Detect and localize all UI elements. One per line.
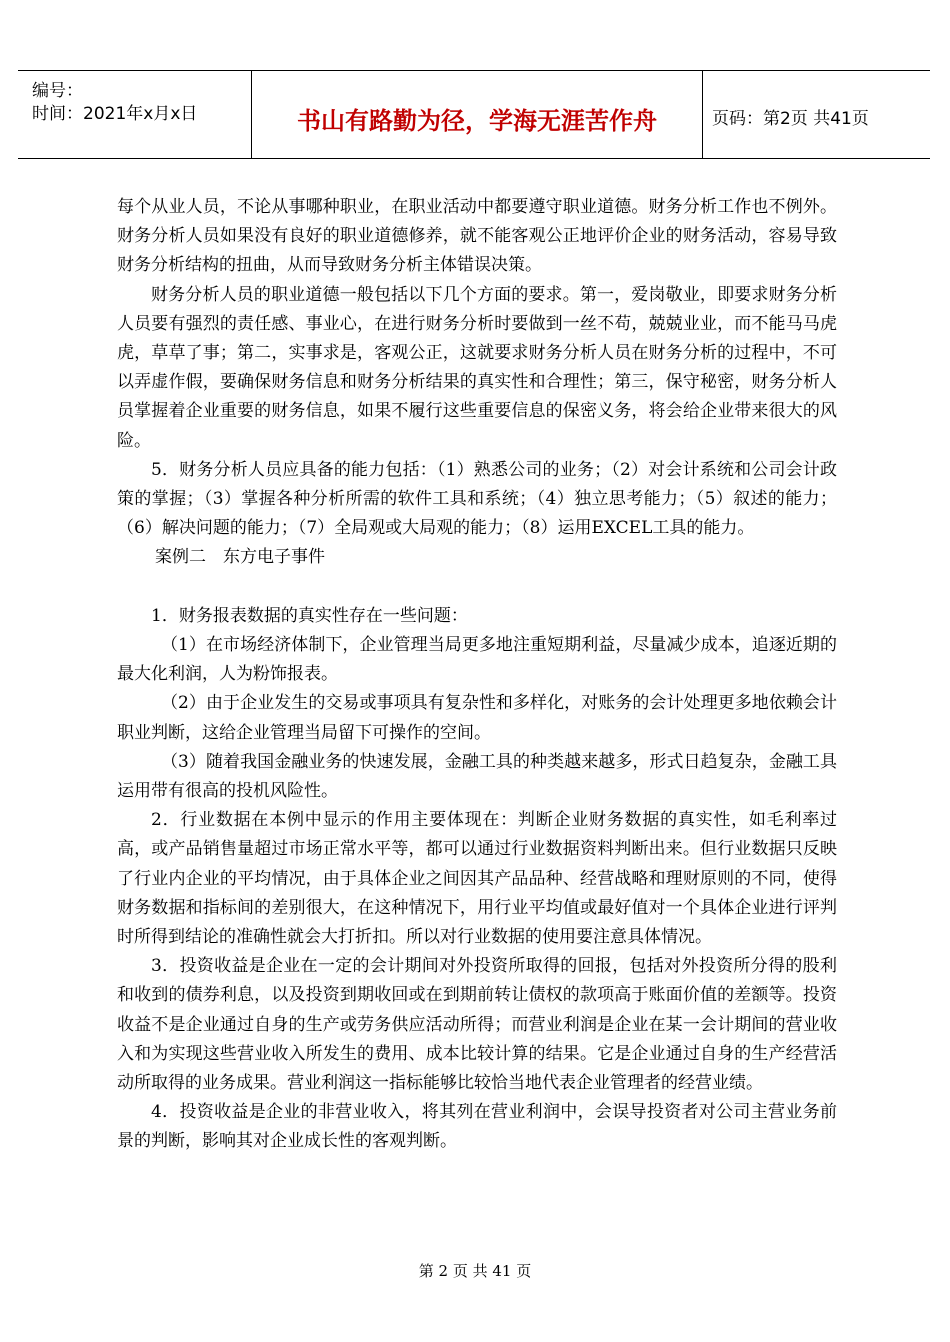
paragraph: 3．投资收益是企业在一定的会计期间对外投资所取得的回报，包括对外投资所分得的股利和收到的债券利息，以及投资到期收回或在到期前转让债权的款项高于账面价值的差额等。投资收益不是企业通过自身的生产或劳务供应活动所得；而营业利润是企业在某一会计期间的营业收入和为实现这些营业收入所发生的费用、成本比较计算的结果。它是企业通过自身的生产经营活动所取得的业务成果。营业利润这一指标能够比较恰当地代表企业管理者的经营业绩。: [117, 956, 837, 1094]
paragraph: 1．财务报表数据的真实性存在一些问题：: [151, 605, 468, 626]
header-meta-cell: [18, 71, 251, 158]
document-body: [117, 193, 837, 1157]
date-label: 时间：2021年x月x日: [32, 104, 198, 124]
paragraph: 2．行业数据在本例中显示的作用主要体现在：判断企业财务数据的真实性，如毛利率过高，或产品销售量超过市场正常水平等，都可以通过行业数据资料判断出来。但行业数据只反映了行业内企业的平均情况，由于具体企业之间因其产品品种、经营战略和理财原则的不同，使得财务数据和指标间的差别很大，在这种情况下，用行业平均值或最好值对一个具体企业进行评判时所得到结论的准确性就会大打折扣。所以对行业数据的使用要注意具体情况。: [117, 810, 837, 948]
paragraph: 4．投资收益是企业的非营业收入，将其列在营业利润中，会误导投资者对公司主营业务前景的判断，影响其对企业成长性的客观判断。: [117, 1102, 837, 1152]
section-heading: 案例二 东方电子事件: [155, 547, 325, 568]
paragraph: 每个从业人员，不论从事哪种职业，在职业活动中都要遵守职业道德。财务分析工作也不例外。财务分析人员如果没有良好的职业道德修养，就不能客观公正地评价企业的财务活动，容易导致财务分析结构的扭曲，从而导致财务分析主体错误决策。: [117, 197, 837, 276]
paragraph: （3）随着我国金融业务的快速发展，金融工具的种类越来越多，形式日趋复杂，金融工具运用带有很高的投机风险性。: [117, 751, 837, 802]
paragraph: （2）由于企业发生的交易或事项具有复杂性和多样化，对账务的会计处理更多地依赖会计职业判断，这给企业管理当局留下可操作的空间。: [117, 693, 837, 743]
serial-number-label: 编号：: [32, 81, 83, 101]
header-page-info: 页码：第2页 共41页: [712, 109, 869, 129]
header-motto-cell: [251, 71, 703, 158]
paragraph: 财务分析人员的职业道德一般包括以下几个方面的要求。第一，爱岗敬业，即要求财务分析人员要有强烈的责任感、事业心，在进行财务分析时要做到一丝不苟，兢兢业业，而不能马马虎虎，草草了事；第二，实事求是，客观公正，这就要求财务分析人员在财务分析的过程中，不可以弄虚作假，要确保财务信息和财务分析结果的真实性和合理性；第三，保守秘密，财务分析人员掌握着企业重要的财务信息，如果不履行这些重要信息的保密义务，将会给企业带来很大的风险。: [117, 284, 837, 451]
header-motto: 书山有路勤为径，学海无涯苦作舟: [297, 107, 657, 135]
spacer: [117, 573, 837, 602]
paragraph: 5．财务分析人员应具备的能力包括：（1）熟悉公司的业务；（2）对会计系统和公司会计政策的掌握；（3）掌握各种分析所需的软件工具和系统；（4）独立思考能力；（5）叙述的能力；（6）解决问题的能力；（7）全局观或大局观的能力；（8）运用EXCEL工具的能力。: [117, 459, 837, 539]
document-header: [18, 70, 930, 159]
page-footer: 第 2 页 共 41 页: [418, 1262, 532, 1280]
paragraph: （1）在市场经济体制下，企业管理当局更多地注重短期利益，尽量减少成本，追逐近期的最大化利润，人为粉饰报表。: [117, 635, 837, 685]
header-page-cell: [702, 71, 930, 158]
